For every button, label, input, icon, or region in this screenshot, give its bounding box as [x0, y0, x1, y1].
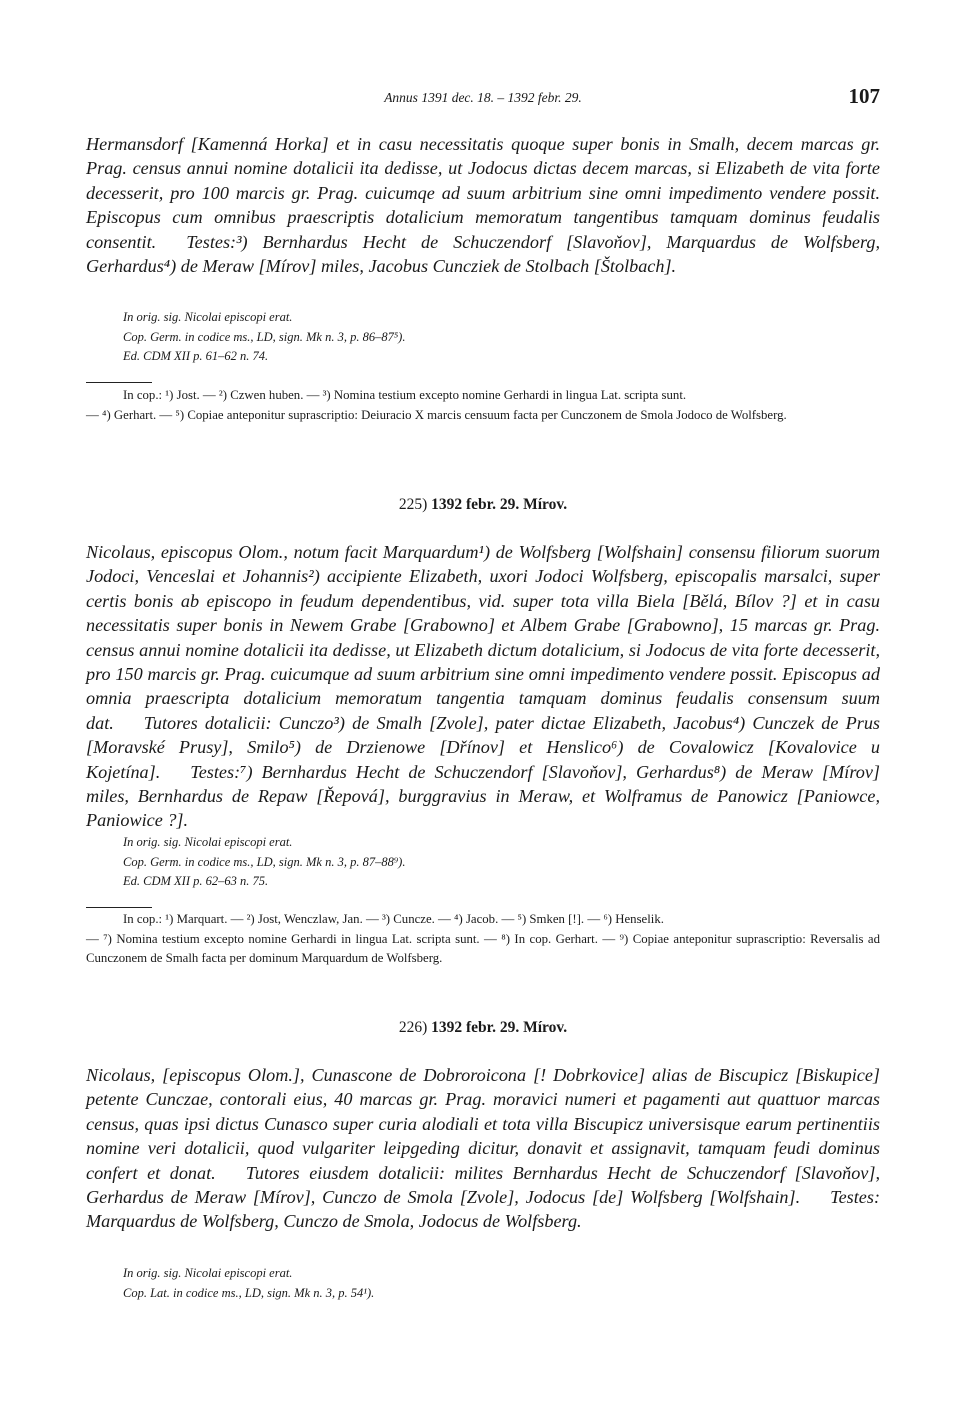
page-header	[86, 84, 880, 112]
page-number: 107	[848, 84, 880, 108]
doc226-witnesses: Testes: Marquardus de Wolfsberg, Cunczo de Smola, Jodocus de Wolfsberg.	[86, 1187, 880, 1232]
doc225-meta	[86, 833, 917, 892]
doc225-regest	[86, 540, 880, 833]
doc224-continuation	[86, 132, 880, 278]
doc225-text	[86, 540, 880, 833]
doc224-text	[86, 132, 880, 278]
doc225-meta-copy: Cop. Germ. in codice ms., LD, sign. Mk n. 3, p. 87–88⁹).	[123, 854, 406, 869]
footnote-divider	[86, 907, 152, 908]
doc226-heading	[86, 1019, 880, 1037]
doc225-heading	[86, 496, 880, 514]
doc224-meta	[86, 308, 917, 367]
doc224-footnote-line1: In cop.: ¹) Jost. — ²) Czwen huben. — ³) Nomina testium excepto nomine Gerhardi in lingua Lat. scripta sunt.	[123, 388, 687, 402]
doc225-body: Nicolaus, episcopus Olom., notum facit Marquardum¹) de Wolfsberg [Wolfshain] consensu filiorum suorum Jodoci, Venceslai et Johannis²) accipiente Elizabeth, uxori Jodoci Wolfsberg, episcopalis marsalci, super certis bonis ab episcopo in feudum dependentibus, vid. super tota villa Biela [Bělá, Bílov ?] et in casu necessitatis super bonis in Newem Grabe [Grabowno] et Albem Grabe [Grabowno], 15 marcas gr. Prag. census annui nomine dotalicii ita dedisse, ut Elizabeth dictum dotalicium, si Jodocus de vita forte decesserit, pro 150 marcis gr. Prag. cuicumque ad suum arbitrium sine omni impedimento vendere possit. Episcopus ad omnia praescripta dotalicium memoratum tangentia tamquam dominus feudalis consensum suum dat.	[86, 542, 880, 733]
doc224-witnesses: Testes:³) Bernhardus Hecht de Schuczendorf [Slavoňov], Marquardus de Wolfsberg, Gerhardus⁴) de Meraw [Mírov] miles, Jacobus Cuncziek de Stolbach [Štolbach].	[86, 231, 880, 277]
doc226-meta-copy: Cop. Lat. in codice ms., LD, sign. Mk n. 3, p. 54¹).	[123, 1285, 375, 1300]
doc224-body: Hermansdorf [Kamenná Horka] et in casu necessitatis quoque super bonis in Smalh, decem marcas gr. Prag. census annui nomine dotalicii ita dedisse, ut Jodocus dictas decem marcas, si Elizabeth de vita forte decesserit, pro 100 marcis gr. Prag. cuicumqe ad suum arbitrium sine omni impedimento vendere possit. Episcopus cum omnibus praescriptis dotalicium memoratum tangentibus tamquam dominus feudalis consentit.	[86, 134, 880, 252]
document-page	[86, 0, 880, 1408]
doc225-footnotes	[86, 910, 880, 969]
doc226-number: 226)	[398, 1019, 428, 1036]
doc226-body: Nicolaus, [episcopus Olom.], Cunascone de Dobroroicona [! Dobrkovice] alias de Biscupicz [Biskupice] petente Cunczae, contorali eius, 40 marcas gr. Prag. moravici numeri et pagamenti aut quattuor marcas census, quas ipsi dictus Cunasco super curia alodiali et tota villa Biscupicz universisque earum pertinentiis nomine veri dotalicii, quod vulgariter leipgeding dicitur, donavit et assignavit, tamquam feudi dominus confert et donat.	[86, 1065, 880, 1183]
doc224-meta-edition: Ed. CDM XII p. 61–62 n. 74.	[123, 349, 269, 363]
doc226-meta	[86, 1264, 917, 1303]
doc226-text	[86, 1063, 880, 1234]
doc225-tutors: Tutores dotalicii: Cunczo³) de Smalh [Zvole], pater dictae Elizabeth, Jacobus⁴) Cunczek de Prus [Moravské Prusy], Smilo⁵) de Drzienowe [Dřínov] et Henslico⁶) de Covalowicz [Kovalovice u Kojetína].	[86, 712, 880, 782]
running-title: Annus 1391 dec. 18. – 1392 febr. 29.	[384, 90, 582, 105]
doc225-footnote-line1: In cop.: ¹) Marquart. — ²) Jost, Wenczlaw, Jan. — ³) Cuncze. — ⁴) Jacob. — ⁵) Smken [!]. — ⁶) Henselik.	[123, 912, 664, 926]
doc224-footnotes	[86, 386, 880, 425]
footnote-divider	[86, 382, 152, 383]
doc225-number: 225)	[398, 496, 428, 513]
doc225-date-place: 1392 febr. 29. Mírov.	[431, 496, 568, 513]
doc225-footnote-line2: — ⁷) Nomina testium excepto nomine Gerhardi in lingua Lat. scripta sunt. — ⁸) In cop. Gerhart. — ⁹) Copiae anteponitur suprascriptio: Reversalis ad Cunczonem de Smalh facta per dominum Marquardum de Wolfsberg.	[86, 931, 880, 965]
doc224-meta-copy: Cop. Germ. in codice ms., LD, sign. Mk n. 3, p. 86–87⁵).	[123, 329, 406, 344]
doc225-meta-orig: In orig. sig. Nicolai episcopi erat.	[123, 835, 293, 849]
doc226-meta-orig: In orig. sig. Nicolai episcopi erat.	[123, 1266, 293, 1280]
doc225-meta-edition: Ed. CDM XII p. 62–63 n. 75.	[123, 874, 269, 888]
doc226-regest	[86, 1063, 880, 1234]
doc226-tutors: Tutores eiusdem dotalicii: milites Bernhardus Hecht de Schuczendorf [Slavoňov], Gerhardus de Meraw [Mírov], Cunczo de Smola [Zvole], Jodocus [de] Wolfsberg [Wolfshain].	[86, 1162, 880, 1208]
doc225-witnesses: Testes:⁷) Bernhardus Hecht de Schuczendorf [Slavoňov], Gerhardus⁸) de Meraw [Mírov] miles, Bernhardus de Repaw [Řepová], burggravius in Meraw, et Wolframus de Panowicz [Paniowce, Paniowice ?].	[86, 761, 880, 831]
doc224-meta-orig: In orig. sig. Nicolai episcopi erat.	[123, 310, 293, 324]
doc224-footnote-line2: — ⁴) Gerhart. — ⁵) Copiae anteponitur suprascriptio: Deiuracio X marcis censuum facta per Cunczonem de Smola Jodoco de Wolfsberg.	[86, 407, 787, 422]
doc226-date-place: 1392 febr. 29. Mírov.	[431, 1019, 568, 1036]
